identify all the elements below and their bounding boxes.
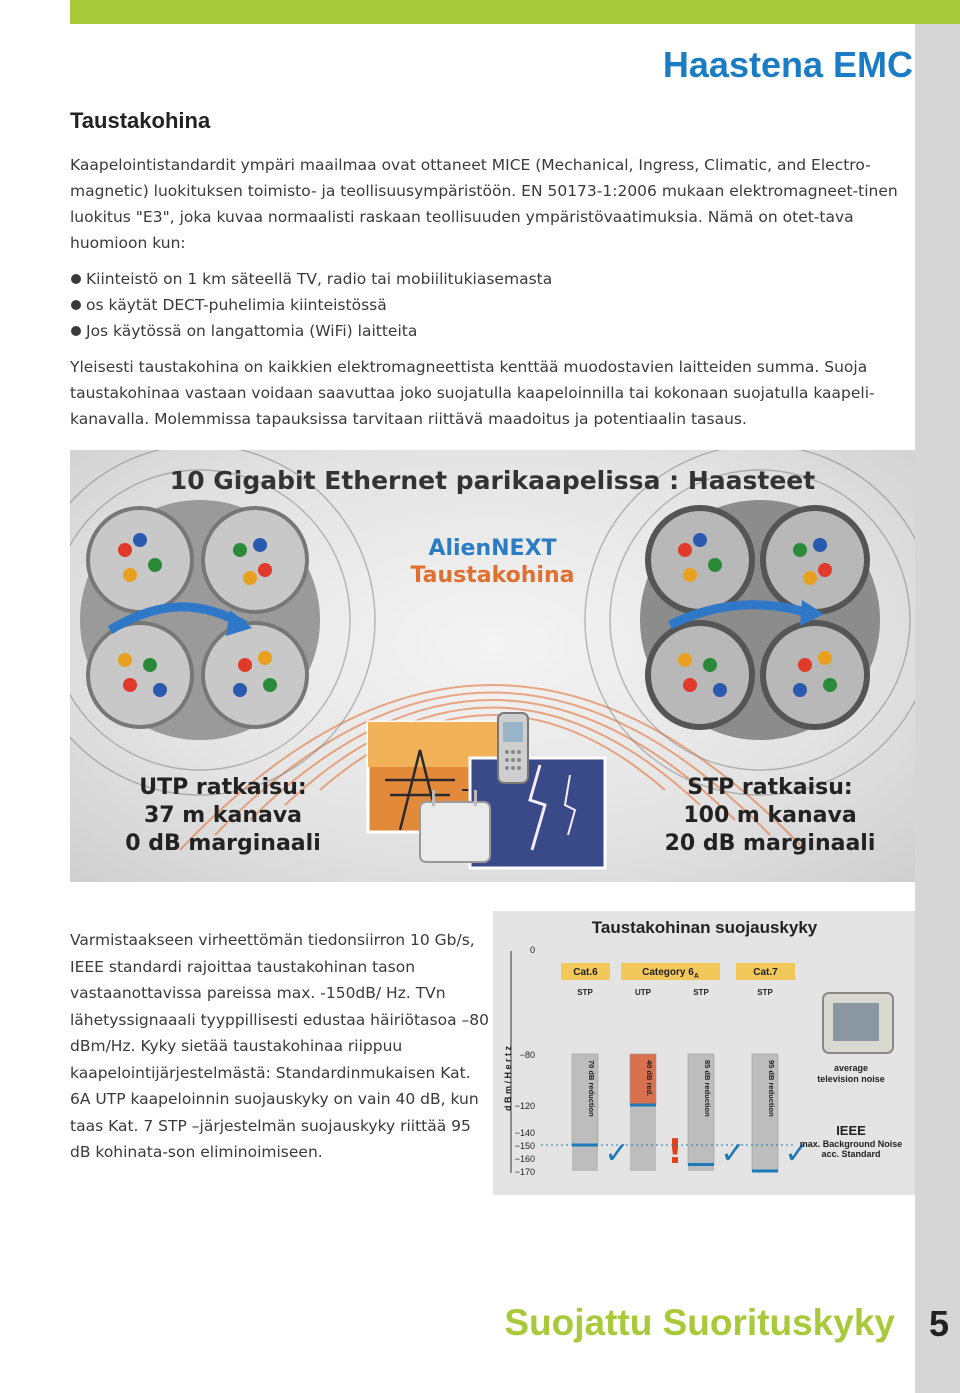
bar-data-label: 70 dB reduction: [587, 1060, 596, 1117]
bar-data-label: 40 dB red.: [645, 1060, 654, 1097]
check-icon: ✓: [604, 1136, 630, 1171]
y-tick-label: −80: [519, 1050, 535, 1060]
stp-title: STP ratkaisu:: [687, 775, 853, 800]
y-tick-label: −140: [514, 1128, 535, 1138]
stp-solution-label: [640, 774, 900, 858]
utp-channel: 37 m kanava: [143, 803, 303, 828]
y-tick-label: 0: [529, 945, 535, 955]
ieee-annotation: acc. Standard: [821, 1149, 881, 1159]
footer-title: Suojattu Suorituskyky: [504, 1302, 895, 1343]
check-icon: ✓: [720, 1136, 746, 1171]
noise-explanation-paragraph: Varmistaakseen virheettömän tiedonsiirron 10 Gb/s, IEEE standardi rajoittaa taustakohinan tason vastaanottavissa pareissa max. -150dB/ Hz. TVn lähetyssignaaali tyyppillisesti edustaa häiriötasoa –80 dBm/Hz. Kyky sietää taustakohinaa riippuu kaapelointijärjestelmästä: Standardinmukaisen Kat. 6A UTP kaapeloinnin suojauskyky on vain 40 dB, kun taas Kat. 7 STP –järjestelmän suojauskyky riittää 95 dB kohinata-son eliminoimiseen.: [70, 931, 489, 1161]
category-label: STP: [757, 988, 773, 997]
page-number: 5: [928, 1303, 950, 1344]
alien-next-label: AlienNEXT: [428, 536, 557, 561]
bar-data-label: 85 dB reduction: [703, 1060, 712, 1117]
tv-noise-annotation: average: [833, 1063, 869, 1073]
y-tick-label: −170: [514, 1167, 535, 1177]
ieee-annotation: IEEE: [836, 1123, 866, 1138]
list-item: os käytät DECT-puhelimia kiinteistössä: [70, 292, 552, 318]
right-margin-bar: [915, 0, 960, 1393]
bar-data-label: 95 dB reduction: [767, 1060, 776, 1117]
y-axis-label: d B m / H e r t z: [503, 1045, 513, 1111]
page-title: Haastena EMC: [662, 44, 913, 85]
category-label: UTP: [635, 988, 651, 997]
chart-title: Taustakohinan suojauskyky: [591, 918, 818, 937]
group-label: Cat.6: [573, 967, 598, 978]
y-tick-label: −160: [514, 1154, 535, 1164]
check-icon: ✓: [784, 1136, 810, 1171]
tv-noise-annotation: television noise: [817, 1074, 885, 1084]
list-item: Kiinteistö on 1 km säteellä TV, radio tai mobiilitukiasemasta: [70, 266, 552, 292]
top-accent-band: [70, 0, 915, 24]
group-label: Category $6_A$: [642, 967, 699, 980]
list-item: Jos käytössä on langattomia (WiFi) laitteita: [70, 318, 552, 344]
noise-label: Taustakohina: [410, 563, 575, 588]
chart-plot: [493, 911, 915, 1195]
utp-solution-label: [93, 774, 353, 858]
requirement-list: [70, 266, 552, 344]
utp-title: UTP ratkaisu:: [139, 775, 307, 800]
utp-margin: 0 dB marginaali: [125, 831, 321, 856]
y-tick-label: −120: [514, 1101, 535, 1111]
group-label: Cat.7: [753, 967, 778, 978]
body-paragraph: Yleisesti taustakohina on kaikkien elektromagneettista kenttää muodostavien laitteiden summa. Suoja taustakohinaa vastaan voidaan saavuttaa joko suojatulla kaapeloinnilla tai kokonaan suojatulla kaapeli-kanavalla. Molemmissa tapauksissa tarvitaan riittävä maadoitus ja potentiaalin tasaus.: [70, 358, 875, 428]
y-tick-label: −150: [514, 1141, 535, 1151]
section-title: Taustakohina: [70, 108, 211, 133]
ieee-annotation: max. Background Noise: [799, 1139, 903, 1149]
noise-sources-illustration: [368, 713, 605, 868]
stp-channel: 100 m kanava: [683, 803, 857, 828]
intro-paragraph: Kaapelointistandardit ympäri maailmaa ovat ottaneet MICE (Mechanical, Ingress, Climatic, and Electro-magnetic) luokituksen toimisto- ja teollisuusympäristöön. EN 50173-1:2006 mukaan elektromagneet-tinen luokitus "E3", joka kuvaa normaalisti raskaan teollisuuden ympäristövaatimuksia. Nämä on otet-tava huomioon kun:: [70, 156, 898, 252]
warning-icon: !: [667, 1132, 683, 1172]
tv-screen: [833, 1003, 879, 1041]
category-label: STP: [577, 988, 593, 997]
category-label: STP: [693, 988, 709, 997]
figure-title: 10 Gigabit Ethernet parikaapelissa : Haasteet: [169, 466, 816, 495]
stp-margin: 20 dB marginaali: [664, 831, 876, 856]
